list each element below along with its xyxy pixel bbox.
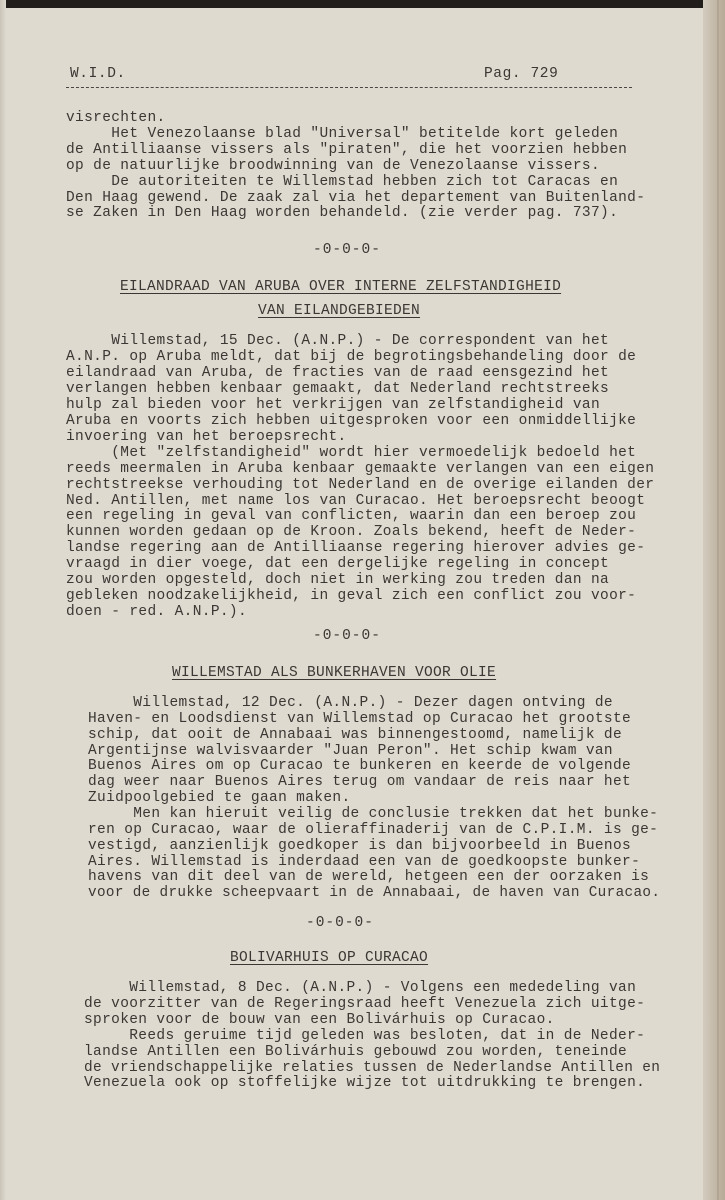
text-line: kunnen worden gedaan op de Kroon. Zoals bekend, heeft de Neder- (66, 524, 637, 541)
text-line: op de natuurlijke broodwinning van de Venezolaanse vissers. (66, 157, 601, 174)
text-line: Aires. Willemstad is inderdaad een van de goedkoopste bunker- (88, 853, 641, 870)
section-heading: WILLEMSTAD ALS BUNKERHAVEN VOOR OLIE (172, 665, 497, 681)
page-left-edge (0, 0, 6, 1200)
text-line: vestigd, aanzienlijk goedkoper is dan bijvoorbeeld in Buenos (88, 837, 632, 854)
header-page-number: Pag. 729 (484, 66, 559, 82)
section-separator: -0-0-0- (306, 915, 374, 931)
text-line: Willemstad, 12 Dec. (A.N.P.) - Dezer dagen ontving de (88, 695, 613, 711)
text-line: landse Antillen een Bolivárhuis gebouwd zou worden, teneinde (84, 1043, 628, 1060)
text-line: de Antilliaanse vissers als "piraten", die het voorzien hebben (66, 141, 628, 158)
text-line: rechtstreekse verhouding tot Nederland en de overige eilanden der (66, 476, 655, 493)
text-line: verlangen hebben kenbaar gemaakt, dat Nederland rechtstreeks (66, 380, 610, 397)
text-line: Zuidpoolgebied te gaan maken. (88, 790, 351, 807)
text-line: gebleken noodzakelijkheid, in geval zich een conflict zou voor- (66, 588, 637, 605)
text-line: Venezuela ook op stoffelijke wijze tot uitdrukking te brengen. (84, 1075, 646, 1092)
text-line: De autoriteiten te Willemstad hebben zich tot Caracas en (66, 173, 619, 190)
text-line: sproken voor de bouw van een Bolivárhuis op Curacao. (84, 1011, 555, 1028)
text-line: (Met "zelfstandigheid" wordt hier vermoedelijk bedoeld het (66, 444, 637, 461)
text-line: voor de drukke scheepvaart in de Annabaai, de haven van Curacao. (88, 885, 661, 902)
scan-top-edge (0, 0, 725, 8)
text-line: visrechten. (66, 110, 166, 126)
section-heading: VAN EILANDGEBIEDEN (258, 303, 421, 319)
section-heading: BOLIVARHUIS OP CURACAO (230, 950, 429, 966)
text-line: schip, dat ooit de Annabaai was binnengestoomd, namelijk de (88, 726, 623, 743)
page-fold-line (717, 0, 719, 1200)
text-line: Ned. Antillen, met name los van Curacao. Het beroepsrecht beoogt (66, 492, 646, 509)
header-rule (66, 87, 632, 88)
text-line: Het Venezolaanse blad "Universal" betitelde kort geleden (66, 125, 619, 142)
section-separator: -0-0-0- (313, 242, 381, 258)
text-line: de vriendschappelijke relaties tussen de Nederlandse Antillen en (84, 1059, 661, 1076)
text-line: Men kan hieruit veilig de conclusie trekken dat het bunke- (88, 805, 659, 822)
text-line: dag weer naar Buenos Aires terug om vandaar de reis naar het (88, 774, 632, 791)
text-line: Willemstad, 15 Dec. (A.N.P.) - De correspondent van het (66, 333, 610, 349)
text-line: reeds meermalen in Aruba kenbaar gemaakte verlangen van een eigen (66, 460, 655, 477)
text-line: A.N.P. op Aruba meldt, dat bij de begrotingsbehandeling door de (66, 348, 637, 365)
text-line: ren op Curacao, waar de olieraffinaderij van de C.P.I.M. is ge- (88, 821, 659, 838)
text-line: Haven- en Loodsdienst van Willemstad op Curacao het grootste (88, 710, 632, 727)
text-line: Reeds geruime tijd geleden was besloten, dat in de Neder- (84, 1027, 646, 1044)
text-line: invoering van het beroepsrecht. (66, 428, 347, 445)
text-line: een regeling in geval van conflicten, waarin dan een beroep zou (66, 508, 637, 525)
text-line: zou worden opgesteld, doch niet in werking zou treden dan na (66, 572, 610, 589)
text-line: se Zaken in Den Haag worden behandeld. (zie verder pag. 737). (66, 205, 619, 222)
text-line: doen - red. A.N.P.). (66, 604, 248, 621)
text-line: Den Haag gewend. De zaak zal via het departement van Buitenland- (66, 189, 646, 206)
header-left: W.I.D. (70, 66, 126, 82)
section-separator: -0-0-0- (313, 628, 381, 644)
text-line: Buenos Aires om op Curacao te bunkeren en keerde de volgende (88, 758, 632, 775)
text-line: Willemstad, 8 Dec. (A.N.P.) - Volgens een mededeling van (84, 980, 637, 996)
text-line: Argentijnse walvisvaarder "Juan Peron". Het schip kwam van (88, 742, 613, 759)
text-line: de voorzitter van de Regeringsraad heeft Venezuela zich uitge- (84, 995, 646, 1012)
page-right-edge (703, 0, 725, 1200)
text-line: landse regering aan de Antilliaanse regering hierover advies ge- (66, 540, 646, 557)
section-heading: EILANDRAAD VAN ARUBA OVER INTERNE ZELFSTANDIGHEID (120, 279, 562, 295)
text-line: eilandraad van Aruba, de fracties van de raad eensgezind het (66, 364, 610, 381)
text-line: vraagd in dier voege, dat een dergelijke regeling in concept (66, 556, 610, 573)
text-line: havens van dit deel van de wereld, hetgeen een der oorzaken is (88, 869, 650, 886)
text-line: hulp zal bieden voor het verkrijgen van zelfstandigheid van (66, 396, 601, 413)
text-line: Aruba en voorts zich hebben uitgesproken voor een onmiddellijke (66, 412, 637, 429)
